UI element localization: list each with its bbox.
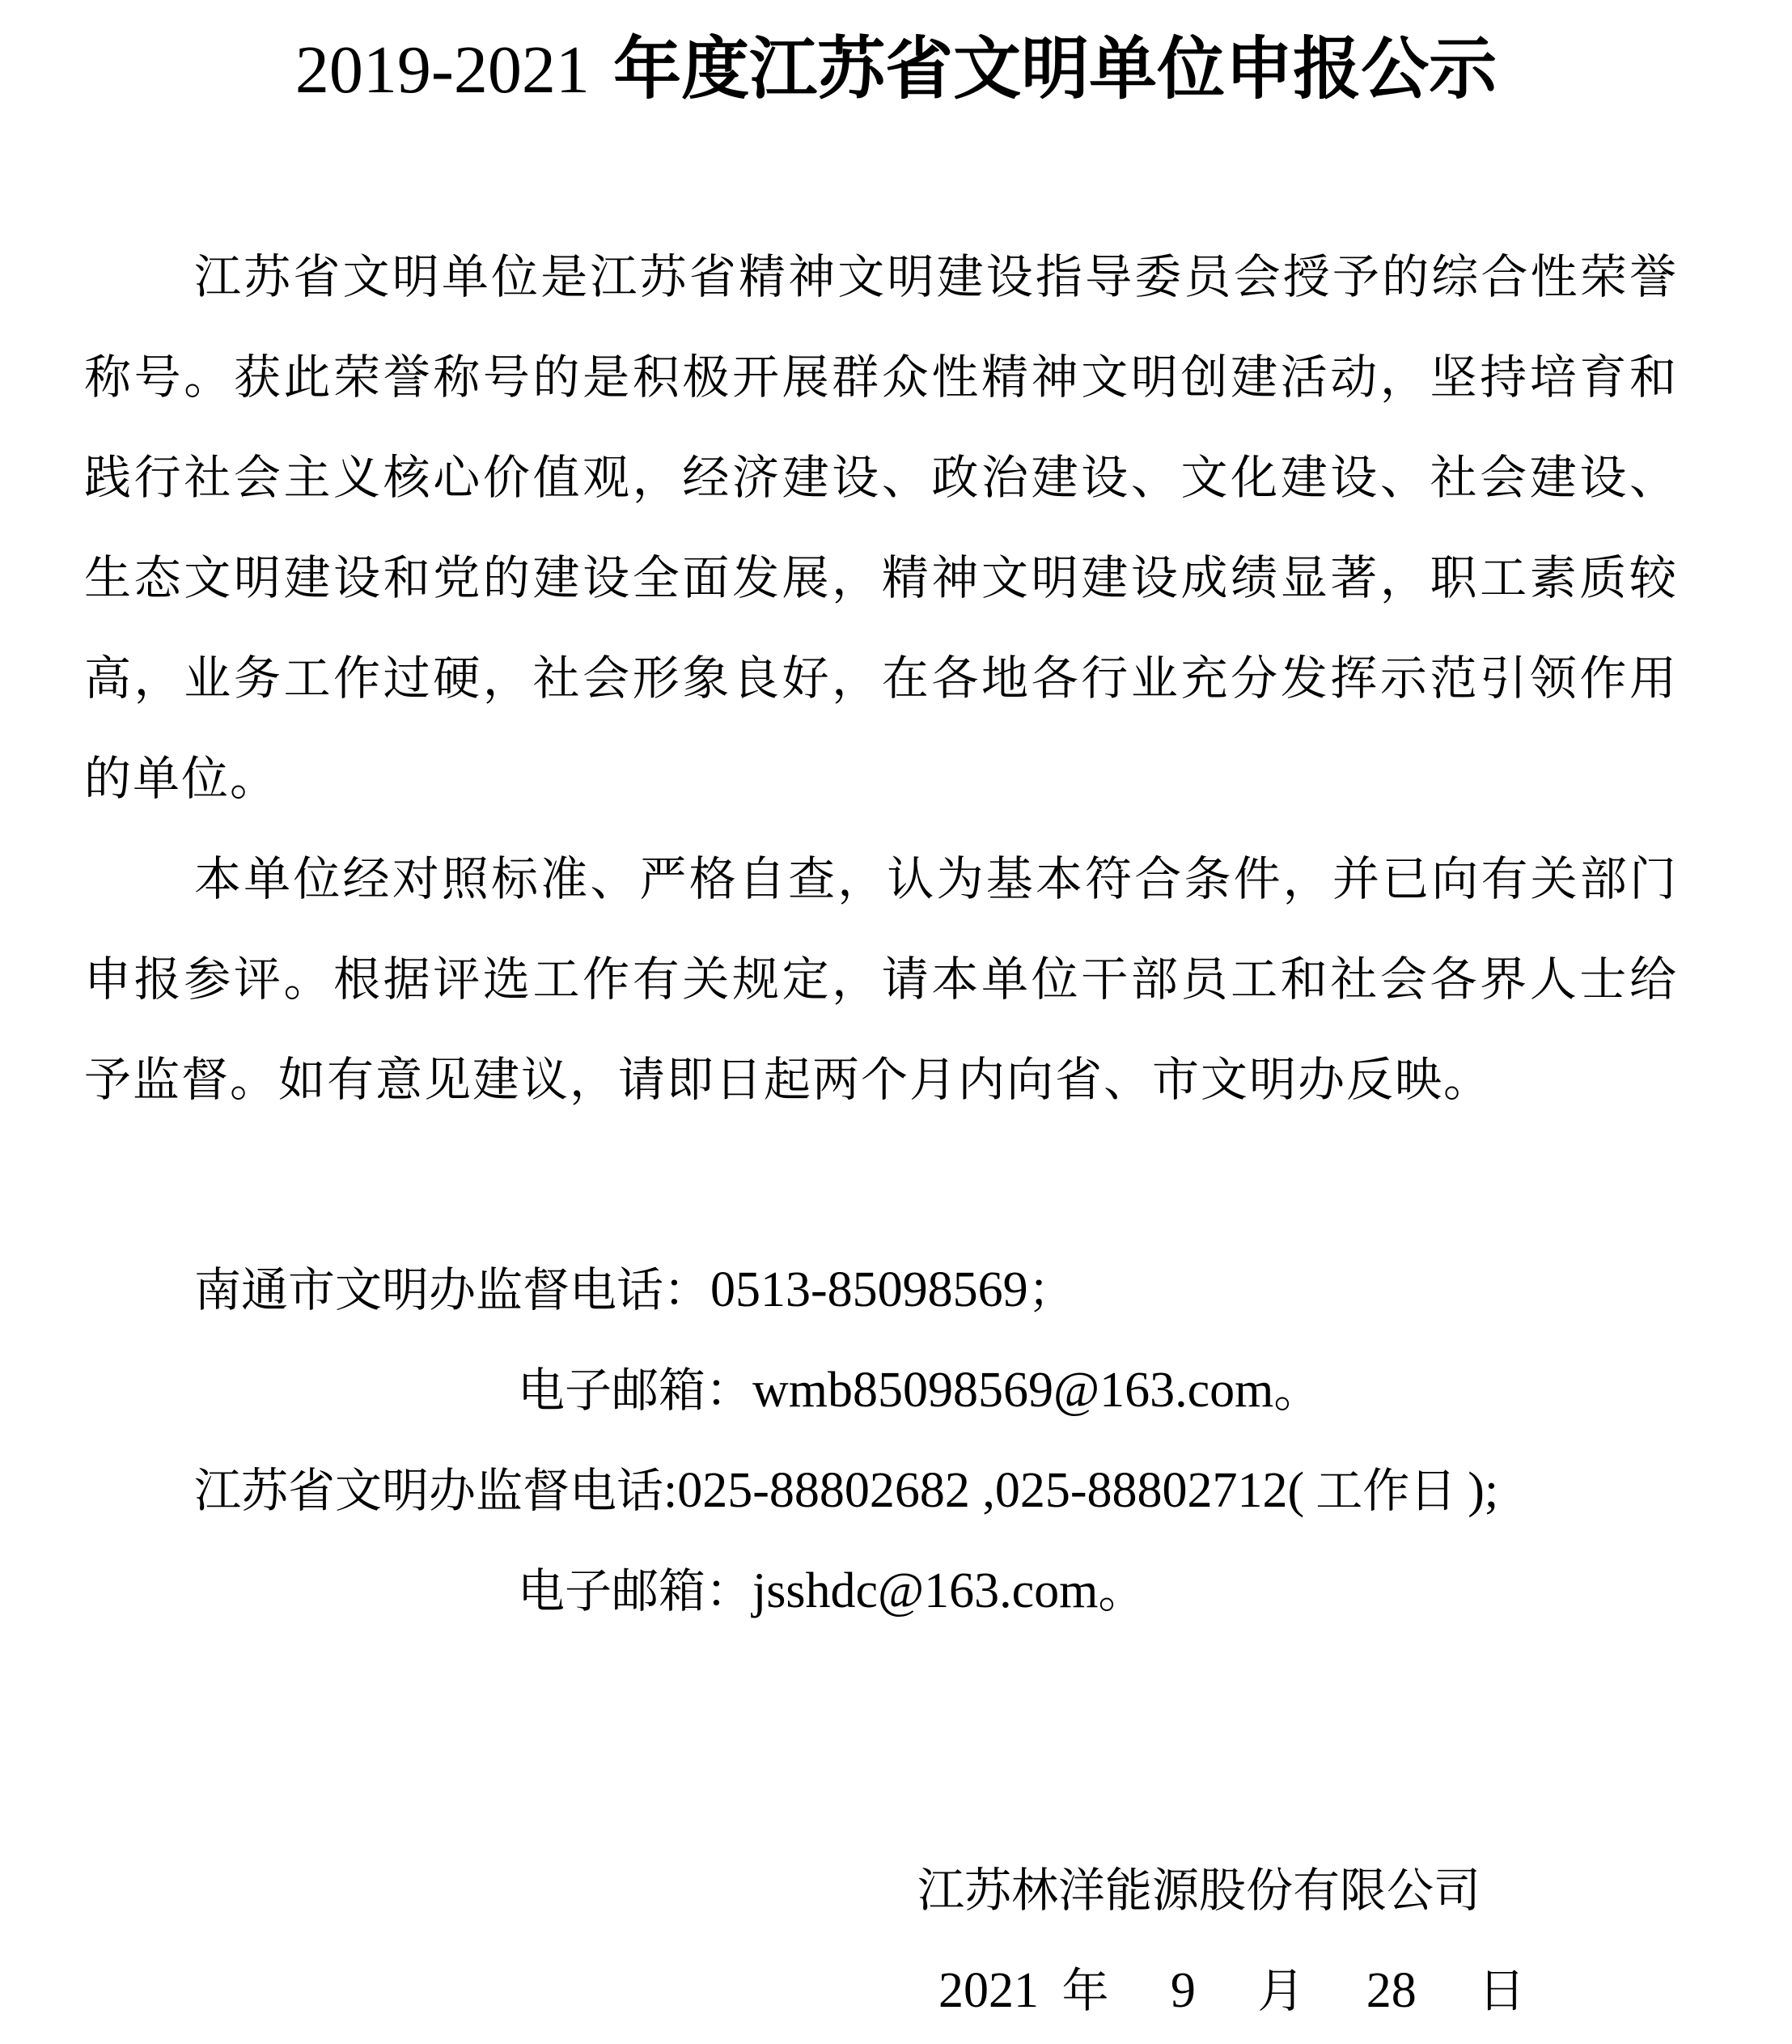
nantong-email-end: 。 (1273, 1363, 1321, 1418)
nantong-email-line (518, 1340, 1320, 1440)
title-text: 年度江苏省文明单位申报公示 (613, 29, 1498, 108)
document-title (0, 24, 1792, 115)
date-year: 2021 (938, 1963, 1039, 2018)
signature-company: 江苏林洋能源股份有限公司 (917, 1863, 1481, 1918)
paragraph-intro: 江苏省文明单位是江苏省精神文明建设指导委员会授予的综合性荣誉称号。获此荣誉称号的是积极开展群众性精神文明创建活动，坚持培育和践行社会主义核心价值观，经济建设、政治建设、文化建设、社会建设、生态文明建设和党的建设全面发展，精神文明建设成绩显著，职工素质较高，业务工作过硬，社会形象良好，在各地各行业充分发挥示范引领作用的单位。 (84, 249, 1678, 806)
jiangsu-phone-end: ); (1468, 1463, 1499, 1518)
jiangsu-phone-label: 江苏省文明办监督电话 (194, 1463, 664, 1518)
date-month: 9 (1170, 1963, 1196, 2018)
jiangsu-phone-note: 工作日 (1315, 1463, 1457, 1518)
nantong-email: wmb85098569@163.com (752, 1363, 1274, 1418)
nantong-phone-line (194, 1240, 1075, 1340)
jiangsu-email-label: 电子邮箱： (518, 1563, 753, 1618)
date-day: 28 (1366, 1963, 1417, 2018)
nantong-phone: 0513-85098569 (710, 1262, 1028, 1317)
paragraph-declaration: 本单位经对照标准、严格自查，认为基本符合条件，并已向有关部门申报参评。根据评选工作有关规定，请本单位干部员工和社会各界人士给予监督。如有意见建议，请即日起两个月内向省、市文明办反映。 (84, 851, 1678, 1107)
document-body (84, 227, 1678, 1130)
date-month-unit: 月 (1257, 1963, 1305, 2018)
jiangsu-phone-line (194, 1440, 1498, 1541)
nantong-email-label: 电子邮箱： (518, 1363, 753, 1418)
title-year-range: 2019-2021 (294, 32, 590, 108)
nantong-phone-label: 南通市文明办监督电话： (194, 1262, 711, 1317)
jiangsu-phone: :025-88802682 ,025-88802712( (663, 1463, 1305, 1518)
jiangsu-email-end: 。 (1098, 1563, 1146, 1618)
signature-date (938, 1940, 1525, 2041)
date-day-unit: 日 (1478, 1963, 1526, 2018)
nantong-phone-end: ； (1027, 1262, 1075, 1317)
jiangsu-email-line (518, 1541, 1145, 1641)
jiangsu-email: jsshdc@163.com (752, 1563, 1099, 1618)
date-year-unit: 年 (1061, 1963, 1109, 2018)
